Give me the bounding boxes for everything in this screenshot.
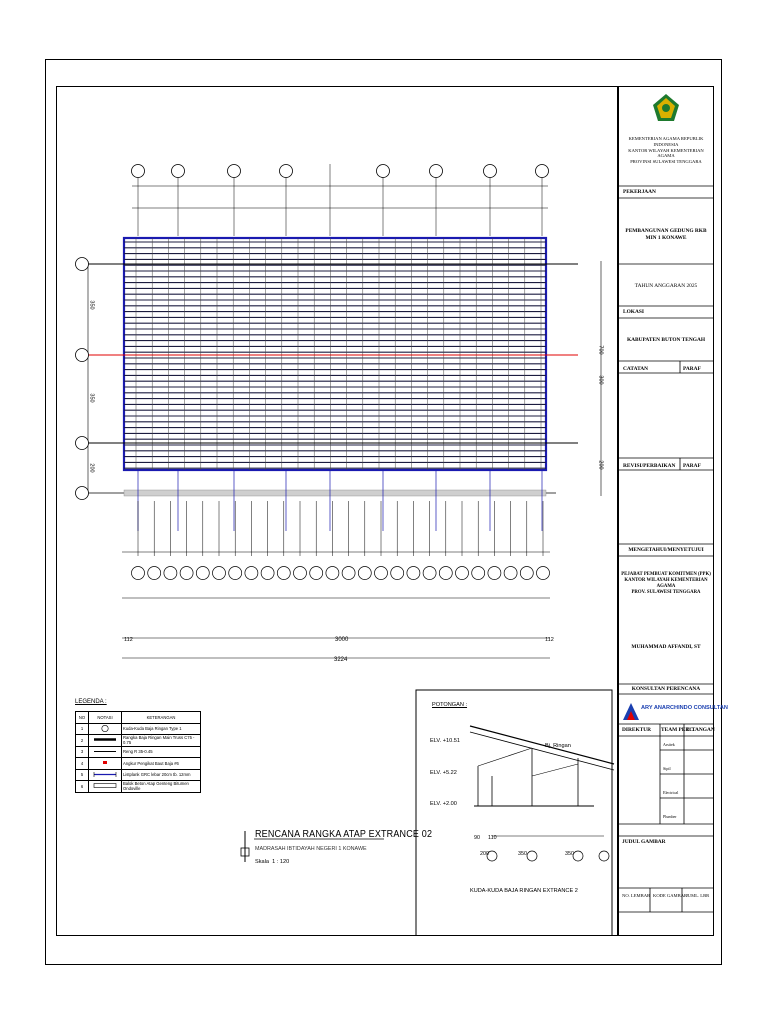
column-bubble — [172, 165, 185, 178]
elevation-mid: ELV. +5.22 — [430, 770, 457, 776]
legend-desc: Reng R 35-0.45 — [122, 746, 201, 758]
legend-symbol-main-truss — [89, 735, 122, 747]
total-dimension: 3000 — [335, 637, 349, 643]
paraf-label-1: PARAF — [683, 366, 701, 372]
legend-desc: Kuda-Kuda Baja Ringan Type 1 — [122, 723, 201, 735]
title-block-lines — [618, 86, 714, 936]
legend-row — [76, 746, 201, 758]
column-bubble — [132, 165, 145, 178]
legend-table — [75, 711, 201, 793]
legend-symbol-reng — [89, 746, 122, 758]
legend-header-no: NO — [76, 712, 89, 724]
section-caption: KUDA-KUDA BAJA RINGAN EXTRANCE 2 — [470, 888, 578, 894]
legend-no: 5 — [76, 769, 89, 781]
truss-tag-bubble — [472, 567, 485, 580]
header-line: KANTOR WILAYAH KEMENTERIAN AGAMA — [628, 147, 704, 159]
section-dim-1: 200 — [480, 851, 489, 857]
pekerjaan-label: PEKERJAAN — [623, 189, 656, 195]
section-rafter — [470, 726, 614, 764]
roof-plan-drawing — [56, 86, 618, 936]
team-role: Arsitek — [663, 742, 675, 747]
direktur-label: DIREKTUR — [622, 727, 652, 733]
right-dim-1: 700 — [597, 345, 604, 355]
legend-no: 4 — [76, 758, 89, 770]
section-dim-2: 350 — [518, 851, 527, 857]
legend-row — [76, 758, 201, 770]
legend-header-notasi: NOTASI — [89, 712, 122, 724]
truss-tag-bubble — [407, 567, 420, 580]
juml-label: JUML. LBR — [686, 893, 710, 898]
project-line: MIN 1 KONAWE — [645, 234, 687, 241]
no-lembar-label: NO. LEMBAR — [622, 893, 651, 898]
ppk-line: PEJABAT PEMBUAT KOMITMEN (PPK) — [621, 572, 711, 577]
truss-tag-bubble — [391, 567, 404, 580]
truss-tag-bubble — [294, 567, 307, 580]
truss-tag-bubble — [342, 567, 355, 580]
column-bubble — [430, 165, 443, 178]
section-grid-bubble — [527, 851, 537, 861]
legend-no: 1 — [76, 723, 89, 735]
truss-tag-bubble — [423, 567, 436, 580]
truss-tag-bubble — [537, 567, 550, 580]
legend-desc: Listplank GRC lebar 20cm tb. 12mm — [122, 769, 201, 781]
scale-value: 1 : 120 — [272, 859, 290, 865]
section-brace — [532, 764, 578, 776]
drawing-scale — [255, 859, 289, 865]
tahun-anggaran: TAHUN ANGGARAN 2025 — [634, 283, 698, 289]
drawing-subtitle: MADRASAH IBTIDAYAH NEGERI 1 KONAWE — [255, 846, 367, 852]
truss-tag-bubble — [213, 567, 226, 580]
ppk-block — [620, 572, 712, 596]
overall-dimension: 3224 — [334, 657, 348, 663]
team-role: Plumber — [663, 814, 677, 819]
section-grid-bubble — [599, 851, 609, 861]
scale-label: Skala — [255, 859, 269, 865]
drawing-title: RENCANA RANGKA ATAP EXTRANCE 02 — [255, 829, 433, 840]
lokasi-label: LOKASI — [623, 309, 644, 315]
truss-tag-bubble — [326, 567, 339, 580]
column-bubble — [536, 165, 549, 178]
legend-row — [76, 723, 201, 735]
column-bubble — [377, 165, 390, 178]
truss-tag-bubble — [456, 567, 469, 580]
ppk-line: PROV. SULAWESI TENGGARA — [631, 590, 701, 595]
truss-tag-bubble — [229, 567, 242, 580]
column-bubble — [484, 165, 497, 178]
mengetahui-label: MENGETAHUI/MENYETUJUI — [628, 547, 704, 553]
ministry-logo-icon — [652, 93, 680, 123]
truss-tag-bubble — [520, 567, 533, 580]
section-frame — [416, 690, 612, 936]
truss-tag-bubble — [132, 567, 145, 580]
project-line: PEMBANGUNAN GEDUNG RKB — [625, 228, 707, 234]
legend-title: LEGENDA : — [75, 699, 107, 705]
material-label: Bj. Ringan — [545, 743, 571, 749]
truss-tag-bubble — [196, 567, 209, 580]
legend-no: 6 — [76, 781, 89, 793]
revisi-label: REVISI/PERBAIKAN — [623, 463, 676, 469]
column-bubble — [228, 165, 241, 178]
legend-symbol-listplank — [89, 769, 122, 781]
right-dim-3: 200 — [597, 460, 604, 470]
edge-dimension-right: 112 — [545, 637, 554, 643]
legend-no: 2 — [76, 735, 89, 747]
elevation-top: ELV. +10.51 — [430, 738, 461, 744]
ppk-line: KANTOR WILAYAH KEMENTERIAN AGAMA — [624, 578, 708, 589]
legend-row — [76, 735, 201, 747]
legend-desc: Balok Beton Atap Genteng Bitumen Ondoville — [122, 781, 201, 793]
legend-row — [76, 781, 201, 793]
team-role: Sipil — [663, 766, 671, 771]
truss-tag-bubble — [310, 567, 323, 580]
truss-tag-bubble — [504, 567, 517, 580]
header-line: KEMENTERIAN AGAMA REPUBLIK INDONESIA — [628, 136, 704, 147]
truss-tag-bubble — [488, 567, 501, 580]
truss-tag-bubble — [277, 567, 290, 580]
section-dim-left-2: 110 — [488, 835, 497, 841]
truss-tag-bubble — [180, 567, 193, 580]
legend-symbol-truss — [89, 723, 122, 735]
header-line: PROVINSI SULAWESI TENGGARA — [630, 159, 702, 165]
row-bubble — [76, 349, 89, 362]
column-bubble — [280, 165, 293, 178]
legend-header-keterangan: KETERANGAN — [122, 712, 201, 724]
section-dim-left-1: 90 — [474, 835, 480, 841]
truss-tag-bubble — [439, 567, 452, 580]
ttangan-label: T. TANGAN — [686, 727, 715, 733]
legend-no: 3 — [76, 746, 89, 758]
beam-strip — [124, 490, 546, 496]
truss-tag-bubble — [375, 567, 388, 580]
team-label: TEAM PERC. — [661, 727, 695, 733]
elevation-bottom: ELV. +2.00 — [430, 801, 457, 807]
left-dim-1: 350 — [88, 300, 95, 310]
konsultan-name: ARY ANARCHINDO CONSULTAN — [641, 705, 728, 711]
ministry-header — [620, 136, 712, 165]
section-dim-3: 350 — [565, 851, 574, 857]
project-name — [620, 228, 712, 241]
left-dim-3: 200 — [88, 463, 95, 473]
truss-tag-bubble — [148, 567, 161, 580]
judul-label: JUDUL GAMBAR — [622, 839, 666, 845]
truss-tag-bubble — [245, 567, 258, 580]
legend-symbol-beam — [89, 781, 122, 793]
section-brace — [478, 748, 532, 766]
ppk-name: MUHAMMAD AFFANDI, ST — [631, 644, 701, 650]
truss-tag-bubble — [261, 567, 274, 580]
catatan-label: CATATAN — [623, 366, 649, 372]
paraf-label-2: PARAF — [683, 463, 701, 469]
section-title: POTONGAN : — [432, 702, 468, 708]
truss-tag-bubble — [358, 567, 371, 580]
truss-tag-bubble — [164, 567, 177, 580]
lokasi-value: KABUPATEN BUTON TENGAH — [626, 337, 706, 343]
roof-outline — [124, 238, 546, 470]
legend-desc: Rangka Baja Ringan Main Truss C75 - 0.75 — [122, 735, 201, 747]
section-rafter-lower — [470, 732, 614, 770]
konsultan-label: KONSULTAN PERENCANA — [631, 686, 701, 692]
row-bubble — [76, 258, 89, 271]
right-dim-2: 300 — [597, 375, 604, 385]
legend-header-row — [76, 712, 201, 724]
legend-desc: Angkur Pengikat Baut Baja #6 — [122, 758, 201, 770]
legend-row — [76, 769, 201, 781]
team-role: Electrical — [663, 790, 679, 795]
kode-gambar-label: KODE GAMBAR — [653, 893, 688, 898]
row-bubble — [76, 437, 89, 450]
section-grid-bubble — [573, 851, 583, 861]
edge-dimension-left: 112 — [124, 637, 133, 643]
consultant-logo-icon — [622, 701, 640, 721]
roof-frame-plan — [78, 164, 578, 531]
row-bubble — [76, 487, 89, 500]
legend-symbol-anchor — [89, 758, 122, 770]
left-dim-2: 350 — [88, 393, 95, 403]
